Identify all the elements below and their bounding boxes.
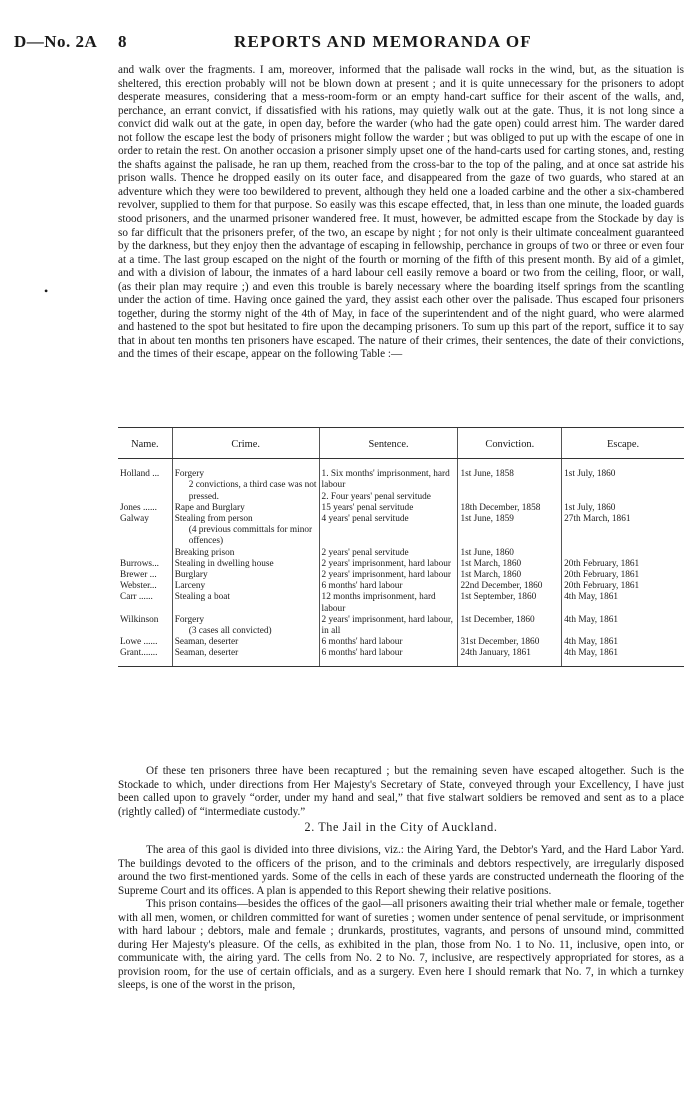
cell-conviction: 1st March, 1860 [458, 570, 562, 581]
crime-text: Breaking prison [174, 547, 235, 558]
cell-escape: 20th February, 1861 [562, 581, 684, 592]
cell-crime [172, 459, 319, 503]
page-header [14, 32, 686, 54]
cell-crime [172, 514, 319, 548]
page-title: REPORTS AND MEMORANDA OF [234, 32, 532, 51]
after-table-text [118, 765, 684, 819]
crime-text: Stealing a boat [174, 592, 230, 603]
margin-mark: • [44, 284, 49, 298]
sentence-text: 6 months' hard labour [321, 581, 403, 592]
crime-text: Stealing from person [174, 514, 253, 525]
sentence-text: 2 years' imprisonment, hard labour [321, 570, 452, 581]
crime-text: Rape and Burglary [174, 502, 245, 513]
table-row [118, 559, 684, 570]
sentence-text: 2 years' imprisonment, hard labour, in all [321, 614, 453, 637]
column-header-escape: Escape. [562, 428, 684, 459]
table-row [118, 592, 684, 614]
cell-crime [172, 648, 319, 666]
cell-sentence [319, 648, 458, 666]
cell-name: Carr ...... [120, 592, 153, 603]
sentence-text: 2 years' penal servitude [321, 547, 409, 558]
cell-sentence [319, 459, 458, 503]
table-row [118, 514, 684, 548]
cell-sentence [319, 637, 458, 648]
sentence-text: 6 months' hard labour [321, 648, 403, 659]
cell-crime [172, 548, 319, 559]
table-row [118, 503, 684, 514]
sentence-text: 12 months imprisonment, hard labour [321, 592, 436, 614]
cell-conviction: 1st June, 1858 [458, 459, 562, 503]
cell-name: Lowe ...... [120, 637, 158, 648]
cell-name: Webster... [120, 581, 157, 592]
cell-crime [172, 592, 319, 614]
page-number: 8 [118, 32, 127, 51]
jail-paragraph-1: The area of this gaol is divided into three divisions, viz.: the Airing Yard, the Debtor's Yard, and the Hard Labor Yard. The buildings devoted to the officers of the prison, and to the criminals and debtors respectively, are irregularly disposed around the two first-mentioned yards. Some of the cells in each of these yards are constructed underneath the flooring of the Supreme Court and its offices. A plan is appended to this Report shewing their relative positions. [118, 844, 684, 897]
crime-text: Forgery [174, 614, 204, 625]
cell-sentence [319, 503, 458, 514]
cell-sentence [319, 559, 458, 570]
cell-crime [172, 615, 319, 637]
cell-name: Wilkinson [120, 614, 159, 625]
intro-text [118, 64, 684, 362]
table-row [118, 459, 684, 503]
sentence-text: 1. Six months' imprisonment, hard labour [321, 469, 450, 491]
crime-text: Larceny [174, 581, 206, 592]
crime-note: 2 convictions, a third case was not pressed. [188, 480, 317, 502]
crime-text: Seaman, deserter [174, 637, 239, 648]
cell-crime [172, 581, 319, 592]
column-header-name: Name. [118, 428, 172, 459]
crime-text: Burglary [174, 570, 208, 581]
cell-escape: 1st July, 1860 [562, 459, 684, 503]
cell-crime [172, 570, 319, 581]
cell-escape: 27th March, 1861 [562, 514, 684, 548]
crime-text: Seaman, deserter [174, 648, 239, 659]
column-header-sentence: Sentence. [319, 428, 458, 459]
document-reference: D—No. 2A [14, 32, 98, 51]
cell-conviction: 18th December, 1858 [458, 503, 562, 514]
table-row [118, 648, 684, 666]
crime-text: Stealing in dwelling house [174, 558, 274, 569]
cell-conviction: 1st September, 1860 [458, 592, 562, 614]
table-row [118, 637, 684, 648]
cell-sentence [319, 581, 458, 592]
cell-crime [172, 637, 319, 648]
sentence-text: 2 years' imprisonment, hard labour [321, 558, 452, 569]
cell-sentence [319, 592, 458, 614]
cell-conviction: 24th January, 1861 [458, 648, 562, 666]
cell-conviction: 1st December, 1860 [458, 615, 562, 637]
after-table-paragraph: Of these ten prisoners three have been recaptured ; but the remaining seven have escaped altogether. Such is the Stockade to which, under directions from Her Majesty's Secretary of State, conveyed through your Excellency, I have just been called upon to gravely “order, under my hand and seal,” that five stalwart soldiers be removed and sent as to a place (rightly called) of “intermediate custody.” [118, 765, 684, 818]
sentence-text: 15 years' penal servitude [321, 502, 414, 513]
section-heading: 2. The Jail in the City of Auckland. [304, 820, 498, 834]
cell-name: Holland ... [120, 469, 160, 480]
crime-note: (4 previous committals for minor offences) [188, 525, 313, 547]
sentence-text: 4 years' penal servitude [321, 514, 409, 525]
cell-crime [172, 503, 319, 514]
table-header-row [118, 428, 684, 459]
cell-sentence [319, 570, 458, 581]
sentence-note: 2. Four years' penal servitude [321, 491, 431, 502]
cell-escape: 4th May, 1861 [562, 615, 684, 637]
jail-section-text [118, 844, 684, 993]
cell-escape: 20th February, 1861 [562, 570, 684, 581]
escape-table-body [118, 459, 684, 666]
cell-conviction: 1st June, 1859 [458, 514, 562, 548]
cell-sentence [319, 514, 458, 548]
intro-paragraph: and walk over the fragments. I am, moreover, informed that the palisade wall rocks in the wind, but, as the situation is sheltered, this erection probably will not be blown down at present ; and it is quite unnecessary for the prisoners to adopt desperate measures, considering that a mess-room-form or an empty hand-cart suffice for their ascent of the walls, and, perchance, an errant convict, if dissatisfied with his rations, may quietly walk out at the gate. Thus, it is not long since a convict did walk out at the gate, in open day, before the warder (who had the gate open) could arrest him. The warder dared not follow the escape lest the body of prisoners might follow the warder ; but was obliged to put up with the escape of one in order to retain the rest. On another occasion a prisoner simply upset one of the hand-carts used for carting stones, and, resting the shafts against the palisade, he ran up them, reached from the cross-bar to the top of the paling, and at once sat astride his prison walls. Thence he dropped easily on its outer face, and disappeared from the gaze of two guards, who stared at an adventure which they were too bewildered to prevent, although they held one a loaded carbine and the other a six-chambered revolver, supplied to them for that purpose. So easily was this escape effected, that, in less than one minute, the loaded guards stood prisoners, and the unarmed prisoner wandered free. It must, however, be admitted escape from the Stockade by day is so far difficult that the prisoners prefer, of the two, an escape by night ; for not only is their ultimate concealment guaranteed by the darkness, but they enjoy then the advantage of escaping in fellowship, perchance in groups of two or three or even four at a time. The last group escaped on the night of the fourth or morning of the fifth of this present month. By aid of a gimlet, and with a division of labour, the inmates of a hard labour cell easily remove a board or two from the ceiling, floor, or wall, (as their plan may require ;) and even this trouble is barely necessary where the boarding itself springs from the scantling under the action of time. Having once gained the yard, they assist each other over the palisade. Thus escaped four prisoners together, during the stormy night of the 4th of May, in face of the superintendent and of the night guard, who were alarmed and hastened to the spot but hesitated to fire upon the decamping prisoners. To sum up this part of the report, suffice it to say that in about ten months ten prisoners have escaped. The nature of their crimes, their sentences, the date of their convictions, and the times of their escape, appear on the following Table :— [118, 64, 684, 361]
cell-sentence [319, 615, 458, 637]
column-header-conviction: Conviction. [458, 428, 562, 459]
escape-table [118, 427, 684, 667]
cell-crime [172, 559, 319, 570]
cell-escape: 4th May, 1861 [562, 592, 684, 614]
cell-name: Brewer ... [120, 570, 157, 581]
table-row [118, 615, 684, 637]
cell-escape: 20th February, 1861 [562, 559, 684, 570]
cell-name: Grant....... [118, 648, 172, 666]
crime-text: Forgery [174, 469, 204, 480]
cell-escape [562, 548, 684, 559]
sentence-text: 6 months' hard labour [321, 637, 403, 648]
cell-conviction: 1st March, 1860 [458, 559, 562, 570]
cell-escape: 4th May, 1861 [562, 637, 684, 648]
crime-note: (3 cases all convicted) [188, 626, 272, 637]
cell-escape: 4th May, 1861 [562, 648, 684, 666]
cell-name: Jones ...... [120, 502, 157, 513]
cell-conviction: 31st December, 1860 [458, 637, 562, 648]
table-row [118, 581, 684, 592]
cell-name [118, 548, 172, 559]
table-row [118, 548, 684, 559]
cell-conviction: 1st June, 1860 [458, 548, 562, 559]
column-header-crime: Crime. [172, 428, 319, 459]
cell-conviction: 22nd December, 1860 [458, 581, 562, 592]
cell-sentence [319, 548, 458, 559]
cell-name: Galway [120, 514, 149, 525]
cell-name: Burrows... [120, 558, 159, 569]
cell-escape: 1st July, 1860 [562, 503, 684, 514]
table-row [118, 570, 684, 581]
jail-paragraph-2: This prison contains—besides the offices of the gaol—all prisoners awaiting their trial whether male or female, together with all men, women, or children committed for want of sureties ; women under sentence of penal servitude, or imprisonment with hard labour ; debtors, male and female ; drunkards, prostitutes, vagrants, and persons of unsound mind, committed during Her Majesty's pleasure. Of the cells, as exhibited in the plan, those from No. 1 to No. 11, inclusive, open into, or communicate with, the airing yard. The cells from No. 2 to No. 7, inclusive, are respectively appropriated for stores, as a provision room, for the use of certain officials, and as a surgery. Even here I should remark that No. 7, in which a turnkey sleeps, is one of the worst in the prison, [118, 898, 684, 992]
